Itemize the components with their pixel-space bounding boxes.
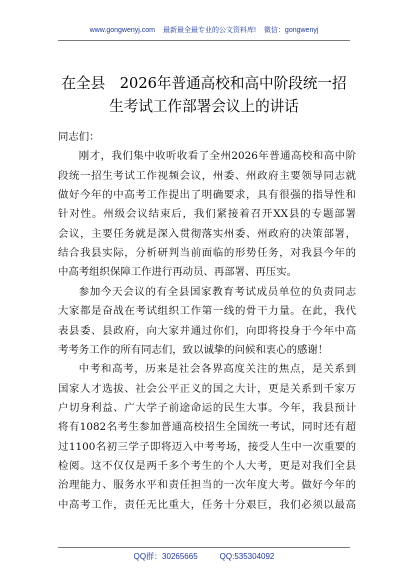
text-line: 国家人才选拔、社会公平正义的国之大计，更是关系到千家万 xyxy=(58,382,356,395)
document-body xyxy=(58,128,356,515)
text-line: 中考和高考，历来是社会各界高度关注的焦点，是关系到 xyxy=(78,363,356,376)
salutation: 同志们： xyxy=(58,131,100,143)
text-line: 针对性。州级会议结束后，我们紧接着召开XX县的专题部署 xyxy=(58,208,356,221)
title-line-1: 在全县 2026年普通高校和高中阶段统一招 xyxy=(61,75,347,92)
text-line: 治理能力、服务水平和责任担当的一次年度大考。做好今年的 xyxy=(58,479,356,492)
text-line: 大家都是奋战在考试组织工作第一线的骨干力量。在此，我代 xyxy=(58,305,356,318)
header-divider xyxy=(58,40,350,41)
text-line: 参加今天会议的有全县国家教育考试成员单位的负责同志 xyxy=(78,285,356,298)
text-line: 刚才，我们集中收听收看了全州2026年普通高校和高中阶 xyxy=(78,150,356,163)
text-line: 考考务工作的所有同志们，致以诚挚的问候和衷心的感谢！ xyxy=(58,343,329,356)
header-wechat: 微信：gongwenyj xyxy=(263,27,319,34)
paragraph-2 xyxy=(58,283,356,360)
footer-divider xyxy=(58,547,350,548)
text-line: 表县委、县政府，向大家并通过你们，向即将投身于今年中高 xyxy=(58,324,356,337)
text-line: 户切身利益、广大学子前途命运的民生大事。今年，我县预计 xyxy=(58,401,356,414)
text-line: 做好今年的中高考工作提出了明确要求，具有很强的指导性和 xyxy=(58,189,356,202)
site-url-link[interactable]: www.gongwenyj.com xyxy=(89,27,155,34)
footer-qq: QQ:535304092 xyxy=(219,552,275,561)
text-line: 段统一招生考试工作视频会议，州委、州政府主要领导同志就 xyxy=(58,169,356,182)
paragraph-3 xyxy=(58,360,356,515)
footer-qq-group: QQ群：30265665 xyxy=(133,552,198,561)
page-footer xyxy=(0,552,408,562)
text-line: 将有1082名考生参加普通高校招生全国统一考试，同时还有超 xyxy=(58,421,356,434)
text-line: 中高考组织保障工作进行再动员、再部署、再压实。 xyxy=(58,266,297,279)
text-line: 结合我县实际，分析研判当前面临的形势任务，对我县今年的 xyxy=(58,247,356,260)
text-line: 过1100名初三学子即将迈入中考考场，接受人生中一次重要的 xyxy=(58,440,356,453)
title-line-2: 生考试工作部署会议上的讲话 xyxy=(109,98,299,115)
text-line: 会议，主要任务就是深入贯彻落实州委、州政府的决策部署， xyxy=(58,227,356,240)
paragraph-1 xyxy=(58,147,356,282)
text-line: 检阅。这不仅仅是两千多个考生的个人大考，更是对我们全县 xyxy=(58,459,356,472)
header-slogan: 最新最全最专业的公文资料库! xyxy=(162,27,256,34)
page-header xyxy=(0,26,408,36)
text-line: 中高考工作，责任无比重大，任务十分艰巨，我们必须以最高 xyxy=(58,498,356,511)
document-title xyxy=(56,72,352,118)
